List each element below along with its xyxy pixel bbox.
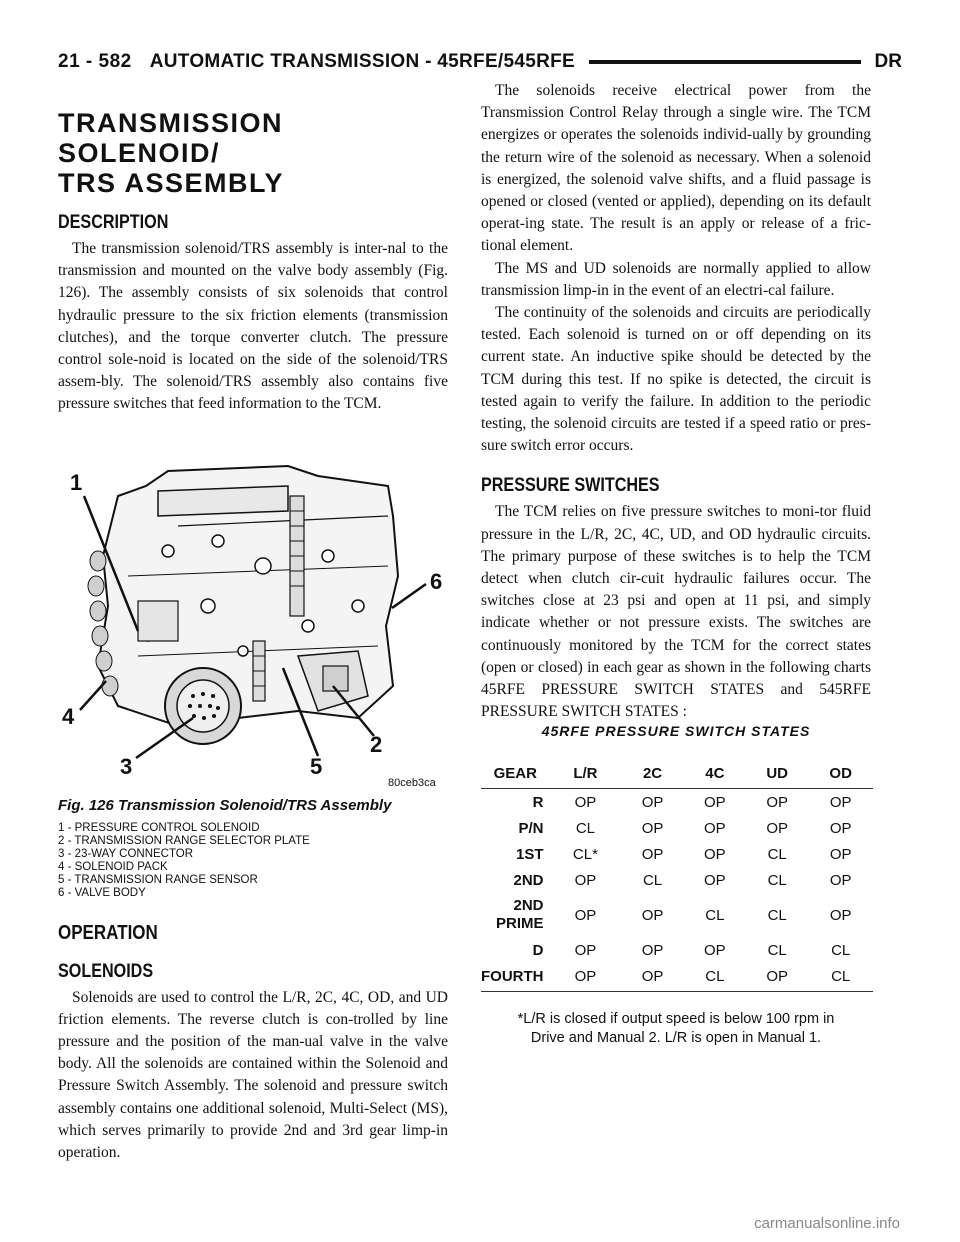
callout-1: 1 (70, 469, 83, 495)
callout-5: 5 (310, 753, 323, 779)
manual-code: DR (874, 51, 902, 72)
gear-cell: D (532, 941, 544, 959)
solenoids-paragraph: Solenoids are used to control the L/R, 2C, 4C, OD, and UD friction elements. The reverse clutch is con-trolled by line pressure and the position of the man-ual valve in the valve body. All the solenoids are contained within the Solenoid and Pressure Switch Assembly. The solenoid and pressure switch assembly contains one additional solenoid, Multi-Select (MS), which serves primarily to provide 2nd and 3rd gear limp-in operation. (58, 988, 448, 1162)
legend-item: 4 - SOLENOID PACK (58, 860, 168, 873)
state-cell: CL (808, 963, 873, 992)
footnote-line: Drive and Manual 2. L/R is open in Manual 1. (530, 1030, 822, 1047)
col-header: UD (746, 761, 808, 789)
state-cell: CL (684, 963, 746, 992)
gear-cell: 2ND PRIME (495, 897, 544, 933)
legend-item: 3 - 23-WAY CONNECTOR (58, 847, 194, 860)
callout-4: 4 (62, 703, 75, 729)
state-cell: OP (574, 871, 597, 889)
footnote-line: *L/R is closed if output speed is below 100 rpm in (517, 1011, 835, 1028)
table-row (481, 841, 873, 867)
table-header-row (481, 761, 873, 789)
gear-cell: 1ST (515, 845, 544, 863)
main-title-line1: TRANSMISSION SOLENOID/ (58, 108, 284, 168)
left-column (58, 108, 448, 1164)
right-paragraph-3: The continuity of the solenoids and circuits are periodically tested. Each solenoid is turned on or off depending on its current state. An inductive spike should be detected by the TCM during this test. If no spike is detected, the circuit is tested again to verify the failure. In addition to the periodic testing, the solenoid circuits are tested if a speed ratio or pres-sure switch error occurs. (481, 304, 871, 455)
state-cell: CL (767, 871, 787, 889)
main-title (58, 108, 448, 198)
state-cell: OP (829, 906, 852, 924)
solenoids-heading: SOLENOIDS (58, 960, 154, 982)
state-cell: CL (767, 906, 787, 924)
main-title-line2: TRS ASSEMBLY (58, 168, 285, 198)
table-row (481, 815, 873, 841)
gear-cell: R (532, 793, 544, 811)
state-cell: OP (641, 845, 664, 863)
state-cell: OP (641, 819, 664, 837)
table-title: 45RFE PRESSURE SWITCH STATES (541, 723, 811, 740)
state-cell: OP (704, 941, 726, 959)
valve-body-illustration (58, 456, 448, 791)
col-header: OD (808, 761, 873, 789)
table-row (481, 867, 873, 893)
state-cell: OP (641, 941, 664, 959)
gear-cell: FOURTH (481, 963, 550, 992)
state-cell: CL (767, 845, 787, 863)
pressure-switch-table (481, 761, 873, 992)
state-cell: OP (704, 845, 726, 863)
description-paragraph: The transmission solenoid/TRS assembly is inter-nal to the transmission and mounted on the valve body assembly (Fig. 126). The assembly consists of six solenoids that control hydraulic pressure to the six friction elements (transmission clutches), and the torque converter clutch. The pressure control sole-noid is located on the side of the solenoid/TRS assem-bly. The solenoid/TRS assembly also contains five pressure switches that feed information to the TCM. (58, 240, 448, 413)
operation-heading: OPERATION (58, 921, 158, 944)
page-number: 21 - 582 (58, 51, 132, 72)
section-title: AUTOMATIC TRANSMISSION - 45RFE/545RFE (149, 51, 576, 72)
legend-item: 2 - TRANSMISSION RANGE SELECTOR PLATE (58, 834, 310, 847)
header-rule (589, 60, 861, 64)
table-row (481, 937, 873, 963)
page-header (58, 48, 902, 76)
right-paragraph-1: The solenoids receive electrical power from the Transmission Control Relay through a single wire. The TCM energizes or operates the solenoids individ-ually by grounding the return wire of the solenoid as necessary. When a solenoid is energized, the solenoid valve shifts, and a fluid passage is opened or closed (vented or applied), depending on its default operat-ing state. The result is an apply or release of a fric-tional element. (481, 82, 871, 255)
legend-item: 5 - TRANSMISSION RANGE SENSOR (58, 873, 258, 886)
legend-item: 1 - PRESSURE CONTROL SOLENOID (58, 821, 260, 834)
table-row (481, 963, 873, 992)
figure-code: 80ceb3ca (388, 776, 436, 789)
col-header: GEAR (481, 761, 550, 789)
table-row (481, 893, 873, 937)
state-cell: OP (829, 871, 852, 889)
state-cell: CL (767, 941, 787, 959)
callout-6: 6 (430, 568, 443, 594)
table-footnote (481, 1010, 871, 1048)
state-cell: CL (575, 819, 596, 837)
state-cell: OP (829, 819, 852, 837)
legend-item: 6 - VALVE BODY (58, 886, 146, 899)
pressure-switches-heading: PRESSURE SWITCHES (481, 475, 660, 497)
right-column (481, 80, 871, 1048)
figure-caption: Fig. 126 Transmission Solenoid/TRS Assembly (58, 796, 392, 814)
state-cell: OP (704, 819, 726, 837)
state-cell: OP (550, 963, 622, 992)
state-cell: OP (621, 963, 683, 992)
figure-126 (58, 456, 448, 791)
col-header: 4C (684, 761, 746, 789)
table-row (481, 789, 873, 816)
right-paragraph-2: The MS and UD solenoids are normally applied to allow transmission limp-in in the event of an electri-cal failure. (481, 259, 871, 299)
state-cell: OP (829, 793, 852, 811)
state-cell: CL (705, 906, 725, 924)
pressure-switches-paragraph: The TCM relies on five pressure switches to moni-tor fluid pressure in the L/R, 2C, 4C, UD, and OD hydraulic circuits. The primary purpose of these switches is to help the TCM detect when clutch cir-cuit hydraulic failures occur. The switches close at 23 psi and open at 11 psi, and simply indicate whether or not pressure exists. The switches are continuously monitored by the TCM for the correct states (open or closed) in each gear as shown in the following charts 45RFE PRESSURE SWITCH STATES and 545RFE PRESSURE SWITCH STATES : (481, 503, 871, 721)
state-cell: OP (766, 819, 788, 837)
callout-3: 3 (120, 753, 133, 779)
state-cell: OP (574, 906, 597, 924)
state-cell: OP (641, 906, 664, 924)
state-cell: CL (831, 941, 851, 959)
state-cell: OP (704, 793, 726, 811)
watermark: carmanualsonline.info (754, 1215, 900, 1232)
gear-cell: 2ND (513, 871, 544, 889)
state-cell: OP (704, 871, 726, 889)
state-cell: OP (574, 793, 597, 811)
state-cell: OP (641, 793, 664, 811)
state-cell: CL* (572, 845, 598, 863)
state-cell: OP (766, 793, 788, 811)
state-cell: OP (829, 845, 852, 863)
col-header: L/R (550, 761, 622, 789)
state-cell: OP (574, 941, 597, 959)
state-cell: CL (642, 871, 663, 889)
figure-legend (58, 822, 448, 900)
state-cell: OP (746, 963, 808, 992)
callout-2: 2 (370, 731, 383, 757)
col-header: 2C (621, 761, 683, 789)
gear-cell: P/N (518, 819, 544, 837)
description-heading: DESCRIPTION (58, 212, 169, 233)
